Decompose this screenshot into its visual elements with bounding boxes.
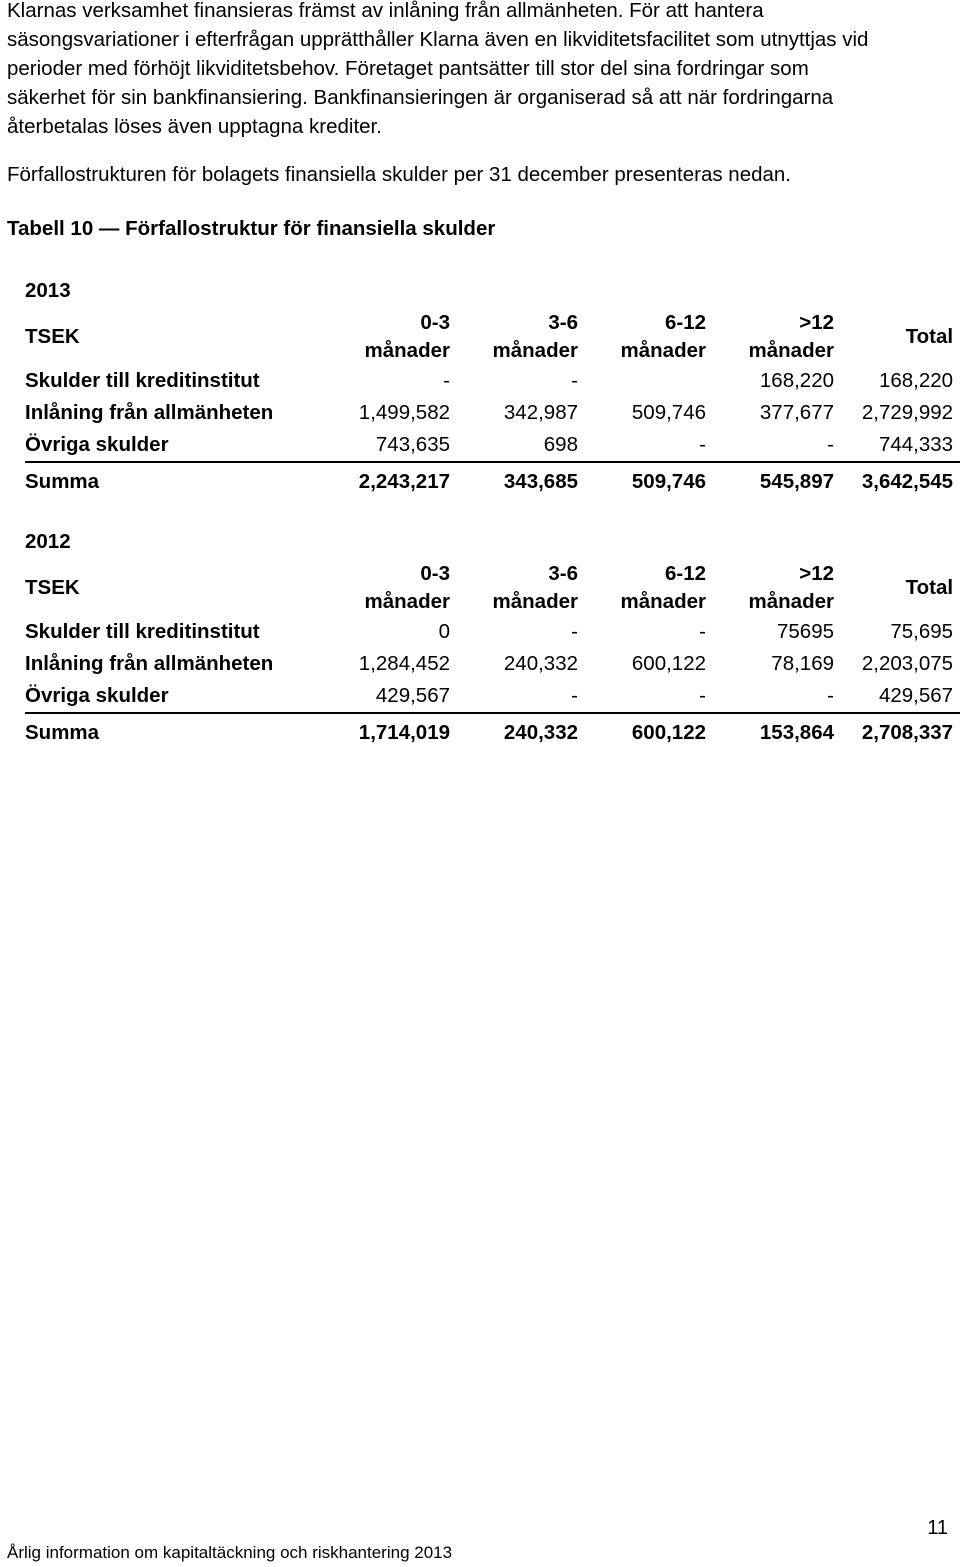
table-cell: -	[827, 684, 834, 707]
row-label: Övriga skulder	[25, 433, 169, 456]
sum-cell: 240,332	[453, 713, 581, 750]
paragraph-line: Klarnas verksamhet finansieras främst av inlåning från allmänheten. För att hantera	[7, 0, 764, 22]
sum-cell: 2,243,217	[325, 462, 453, 499]
column-header	[325, 560, 453, 616]
sum-cell-total: 2,708,337	[837, 713, 960, 750]
column-header	[581, 309, 709, 365]
table-cell-total: 168,220	[878, 369, 954, 392]
sum-cell: 545,897	[709, 462, 837, 499]
table-cell: 600,122	[631, 652, 706, 675]
page-number: 11	[927, 1517, 948, 1539]
sum-cell: 509,746	[581, 462, 709, 499]
paragraph-line: återbetalas löses även upptagna krediter.	[7, 115, 382, 138]
column-header-range: 0-3	[420, 311, 450, 334]
table-cell-total: 2,203,075	[861, 652, 954, 675]
sum-row	[25, 462, 960, 499]
maturity-table-2012	[25, 524, 960, 750]
column-header	[709, 309, 837, 365]
sum-cell: 600,122	[581, 713, 709, 750]
year-row	[25, 524, 960, 560]
table-cell: 342,987	[503, 401, 578, 424]
table-cell-total: 2,729,992	[861, 401, 954, 424]
table-cell: 168,220	[759, 369, 834, 392]
table-cell: 240,332	[503, 652, 578, 675]
maturity-table-2013	[25, 273, 960, 499]
table-cell: 1,284,452	[358, 652, 450, 675]
table-cell: -	[443, 369, 450, 392]
paragraph-line: säsongsvariationer i efterfrågan upprätthåller Klarna även en likviditetsfacilitet som utnyttjas vid	[7, 28, 869, 51]
table-cell-total: 744,333	[878, 433, 954, 456]
year-row	[25, 273, 960, 309]
column-header-unit: månader	[364, 339, 450, 362]
table-cell	[581, 365, 709, 397]
column-header	[581, 560, 709, 616]
sum-cell: 1,714,019	[325, 713, 453, 750]
table-row	[25, 365, 960, 397]
column-header	[709, 560, 837, 616]
table-row	[25, 429, 960, 462]
column-header-unit: månader	[620, 590, 706, 613]
table-cell: 377,677	[759, 401, 834, 424]
paragraph-line: perioder med förhöjt likviditetsbehov. Företaget pantsätter till stor del sina fordringar som	[7, 57, 809, 80]
row-label: Inlåning från allmänheten	[25, 401, 274, 424]
column-header	[453, 309, 581, 365]
table-cell: 0	[438, 620, 450, 643]
table-cell: -	[571, 620, 578, 643]
sum-label: Summa	[25, 713, 325, 750]
column-header-range: 0-3	[420, 562, 450, 585]
table-cell: 78,169	[771, 652, 834, 675]
table-year: 2012	[25, 530, 71, 553]
column-header-range: 6-12	[664, 311, 706, 334]
intro-paragraph	[7, 0, 947, 141]
column-header-unit: månader	[748, 590, 834, 613]
paragraph-line: säkerhet för sin bankfinansiering. Bankfinansieringen är organiserad så att när fordringarna	[7, 86, 834, 109]
column-header-range: 3-6	[548, 562, 578, 585]
table-row	[25, 616, 960, 648]
column-header-range: 6-12	[664, 562, 706, 585]
table-cell: 1,499,582	[358, 401, 450, 424]
footer-text: Årlig information om kapitaltäckning och riskhantering 2013	[7, 1543, 453, 1562]
column-header-unit: månader	[620, 339, 706, 362]
table-row	[25, 397, 960, 429]
table-cell: 743,635	[375, 433, 450, 456]
column-header-unit: månader	[492, 590, 578, 613]
sum-label: Summa	[25, 462, 325, 499]
table-cell: -	[571, 369, 578, 392]
table-cell: -	[827, 433, 834, 456]
column-header-unit: månader	[748, 339, 834, 362]
table-year: 2013	[25, 279, 71, 302]
unit-label: TSEK	[25, 325, 80, 348]
column-header-range: >12	[799, 311, 834, 334]
column-header-unit: månader	[364, 590, 450, 613]
header-row	[25, 309, 960, 365]
table-cell: 698	[543, 433, 578, 456]
column-header-unit: månader	[492, 339, 578, 362]
sum-cell: 343,685	[453, 462, 581, 499]
header-row	[25, 560, 960, 616]
table-cell: 509,746	[631, 401, 706, 424]
table-row	[25, 648, 960, 680]
column-header	[453, 560, 581, 616]
column-header-total: Total	[905, 576, 954, 599]
table-row	[25, 680, 960, 713]
column-header-range: 3-6	[548, 311, 578, 334]
column-header-total: Total	[905, 325, 954, 348]
row-label: Inlåning från allmänheten	[25, 652, 274, 675]
table-cell: -	[571, 684, 578, 707]
table-cell-total: 429,567	[878, 684, 954, 707]
unit-label: TSEK	[25, 576, 80, 599]
table-cell-total: 75,695	[890, 620, 954, 643]
table-cell: -	[699, 684, 706, 707]
sum-cell: 153,864	[709, 713, 837, 750]
column-header	[325, 309, 453, 365]
table-cell: -	[699, 620, 706, 643]
table-cell: 429,567	[375, 684, 450, 707]
maturity-sentence: Förfallostrukturen för bolagets finansiella skulder per 31 december presenteras nedan.	[7, 163, 791, 186]
table-cell: -	[699, 433, 706, 456]
column-header-range: >12	[799, 562, 834, 585]
sum-cell-total: 3,642,545	[837, 462, 960, 499]
table-caption: Tabell 10 — Förfallostruktur för finansiella skulder	[7, 217, 496, 240]
row-label: Övriga skulder	[25, 684, 169, 707]
sum-row	[25, 713, 960, 750]
row-label: Skulder till kreditinstitut	[25, 620, 260, 643]
row-label: Skulder till kreditinstitut	[25, 369, 260, 392]
table-cell: 75695	[776, 620, 834, 643]
